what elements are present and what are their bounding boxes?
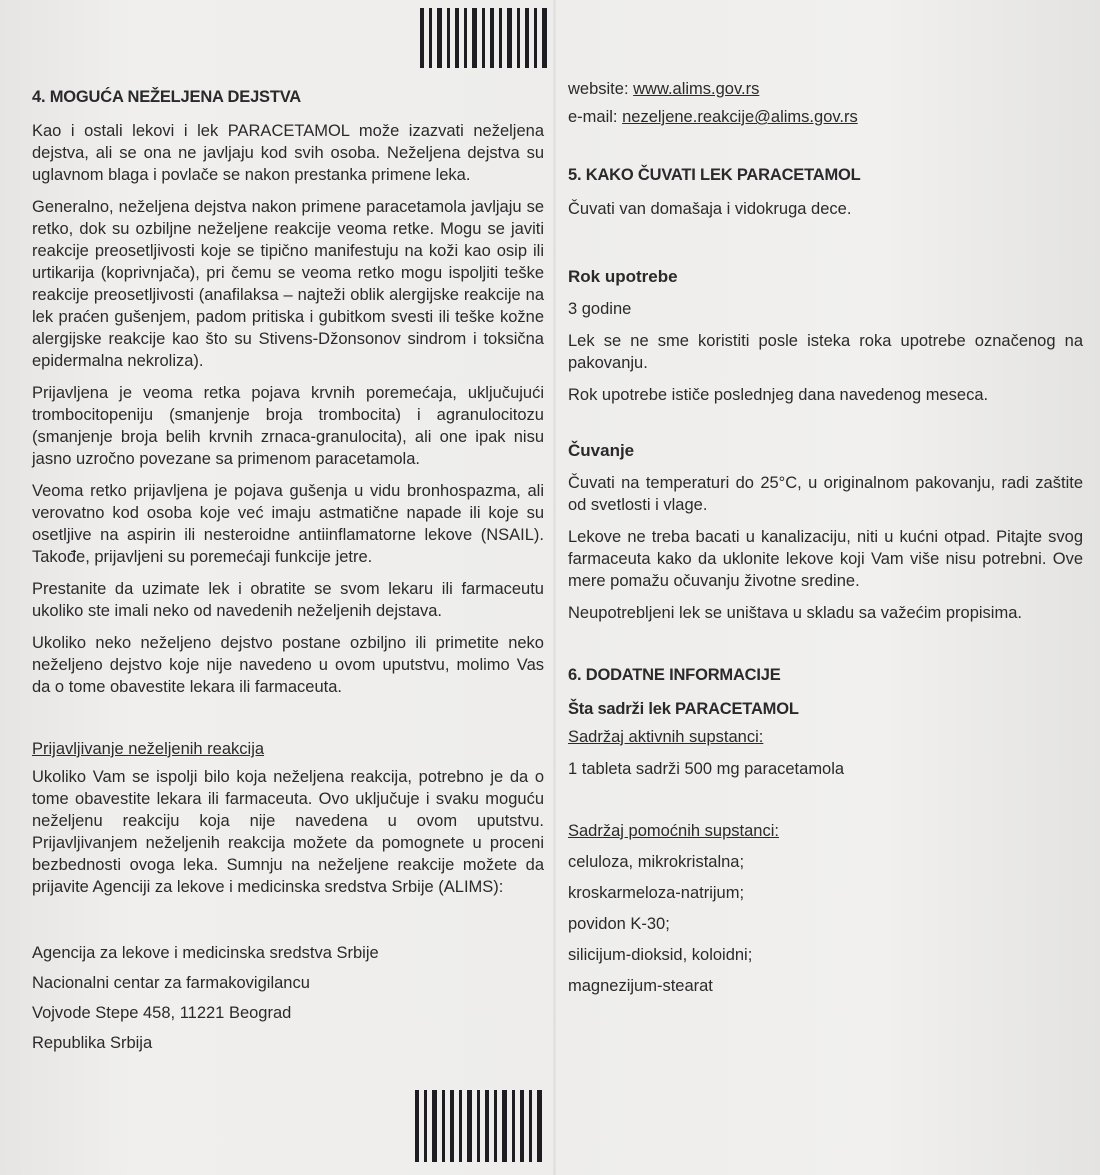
section-5-title: 5. KAKO ČUVATI LEK PARACETAMOL <box>568 166 861 184</box>
reporting-title: Prijavljivanje neželjenih reakcija <box>32 740 265 758</box>
list-item: povidon K-30; <box>568 915 670 933</box>
storage-destruction: Neupotrebljeni lek se uništava u skladu sa važećim propisima. <box>568 604 1022 622</box>
active-substance-value: 1 tableta sadrži 500 mg paracetamola <box>568 760 845 778</box>
contains-title: Šta sadrži lek PARACETAMOL <box>568 700 799 718</box>
website-line <box>568 78 1083 100</box>
right-column <box>568 78 1083 1006</box>
section-4-stop-use: Prestanite da uzimate lek i obratite se svom lekaru ili farmaceutu ukoliko ste imali neko od navedenih neželjenih dejstava. <box>32 580 544 620</box>
excipients-title: Sadržaj pomoćnih supstanci: <box>568 822 779 840</box>
list-item: kroskarmeloza-natrijum; <box>568 884 745 902</box>
left-column <box>32 86 544 1062</box>
section-4-title: 4. MOGUĆA NEŽELJENA DEJSTVA <box>32 88 302 106</box>
address-line: Republika Srbija <box>32 1034 153 1052</box>
address-line: Nacionalni centar za farmakovigilancu <box>32 974 310 992</box>
excipients-list <box>568 851 1083 997</box>
storage-title: Čuvanje <box>568 441 635 460</box>
section-4-serious-effect: Ukoliko neko neželjeno dejstvo postane ozbiljno ili primetite neko neželjeno dejstvo koje nije navedeno u ovom uputstvu, molimo Vas da o tome obavestite lekara ili farmaceuta. <box>32 634 544 696</box>
expiry-value: 3 godine <box>568 300 632 318</box>
list-item: celuloza, mikrokristalna; <box>568 853 745 871</box>
section-4-bronchospasm: Veoma retko prijavljena je pojava gušenja u vidu bronhospazma, ali verovatno kod osoba koje već imaju astmatične napade ili koje su osetljive na aspirin ili nesteroidne antiinflamatorne lekove (NSAIL). Takođe, prijavljeni su poremećaji funkcije jetre. <box>32 482 544 566</box>
section-4-intro: Kao i ostali lekovi i lek PARACETAMOL može izazvati neželjena dejstva, ali se ona ne javljaju kod svih osoba. Neželjena dejstva su uglavnom blaga i povlače se nakon prestanka primene leka. <box>32 122 544 184</box>
address-line: Agencija za lekove i medicinska sredstva Srbije <box>32 944 379 962</box>
reporting-text: Ukoliko Vam se ispolji bilo koja neželjena reakcija, potrebno je da o tome obavestite lekara ili farmaceuta. Ovo uključuje i svaku moguću neželjenu reakciju koja nije navedena u ovom uputstvu. Prijavljivanjem neželjenih reakcija možete da pomognete u proceni bezbednosti ovoga leka. Sumnju na neželjene reakcije možete da prijavite Agenciji za lekove i medicinska sredstva Srbije (ALIMS): <box>32 768 544 896</box>
address-line: Vojvode Stepe 458, 11221 Beograd <box>32 1004 292 1022</box>
storage-disposal: Lekove ne treba bacati u kanalizaciju, niti u kućni otpad. Pitajte svog farmaceuta kako da uklonite lekove koji Vam više nisu potrebni. Ove mere pomažu očuvanju životne sredine. <box>568 528 1083 590</box>
section-4-blood-disorders: Prijavljena je veoma retka pojava krvnih poremećaja, uključujući trombocitopeniju (smanjenje broja trombocita) i agranulocitozu (smanjenje broja belih krvnih zrnaca-granulocita), ali one ipak nisu jasno uzročno povezane sa primenom paracetamola. <box>32 384 544 468</box>
expiry-month-text: Rok upotrebe ističe poslednjeg dana navedenog meseca. <box>568 386 989 404</box>
list-item: magnezijum-stearat <box>568 977 713 995</box>
expiry-text: Lek se ne sme koristiti posle isteka roka upotrebe označenog na pakovanju. <box>568 332 1083 372</box>
alims-address <box>32 942 544 1054</box>
website-label: website: <box>568 80 634 98</box>
expiry-title: Rok upotrebe <box>568 267 678 286</box>
section-5-text: Čuvati van domašaja i vidokruga dece. <box>568 200 852 218</box>
list-item: silicijum-dioksid, koloidni; <box>568 946 753 964</box>
email-label: e-mail: <box>568 108 623 126</box>
page-fold <box>553 0 557 1175</box>
website-link[interactable]: www.alims.gov.rs <box>633 80 760 98</box>
section-4-general: Generalno, neželjena dejstva nakon primene paracetamola javljaju se retko, dok su ozbiljne neželjene reakcije veoma retke. Mogu se javiti reakcije preosetljivosti koje se tipično manifestuju na koži kao osip ili urtikarija (koprivnjača), pri čemu se veoma retko mogu ispoljiti teške reakcije preosetljivosti (anafilaksa – najteži oblik alergijske reakcije na lek praćen gušenjem, padom pritiska i gubitkom svesti ili teške kožne alergijske reakcije kao što su Stivens-Džonsonov sindrom i toksična epidermalna nekroliza). <box>32 198 544 370</box>
storage-temperature: Čuvati na temperaturi do 25°C, u originalnom pakovanju, radi zaštite od svetlosti i vlage. <box>568 474 1083 514</box>
pharmacode-barcode-bottom <box>415 1090 565 1162</box>
email-line <box>568 106 1083 128</box>
active-substance-title: Sadržaj aktivnih supstanci: <box>568 728 764 746</box>
pharmacode-barcode-top <box>420 8 570 68</box>
email-link[interactable]: nezeljene.reakcije@alims.gov.rs <box>622 108 858 126</box>
section-6-title: 6. DODATNE INFORMACIJE <box>568 666 781 684</box>
